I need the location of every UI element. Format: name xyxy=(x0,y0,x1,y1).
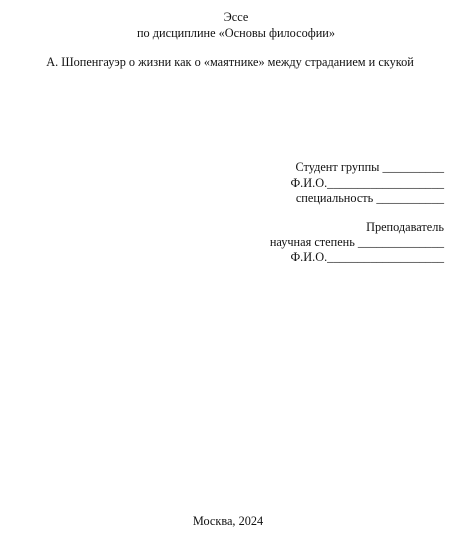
doc-topic: А. Шопенгауэр о жизни как о «маятнике» между страданием и скукой xyxy=(46,55,414,69)
student-fio-line: Ф.И.О.___________________ xyxy=(290,176,444,190)
doc-discipline: по дисциплине «Основы философии» xyxy=(136,26,336,40)
doc-footer-city-year: Москва, 2024 xyxy=(192,514,264,528)
teacher-degree-line: научная степень ______________ xyxy=(269,235,444,249)
teacher-fio-line: Ф.И.О.___________________ xyxy=(290,250,444,264)
student-specialty-line: специальность ___________ xyxy=(295,191,444,205)
teacher-role: Преподаватель xyxy=(366,220,444,234)
doc-heading: Эссе xyxy=(223,10,249,24)
student-group-line: Студент группы __________ xyxy=(295,160,444,174)
